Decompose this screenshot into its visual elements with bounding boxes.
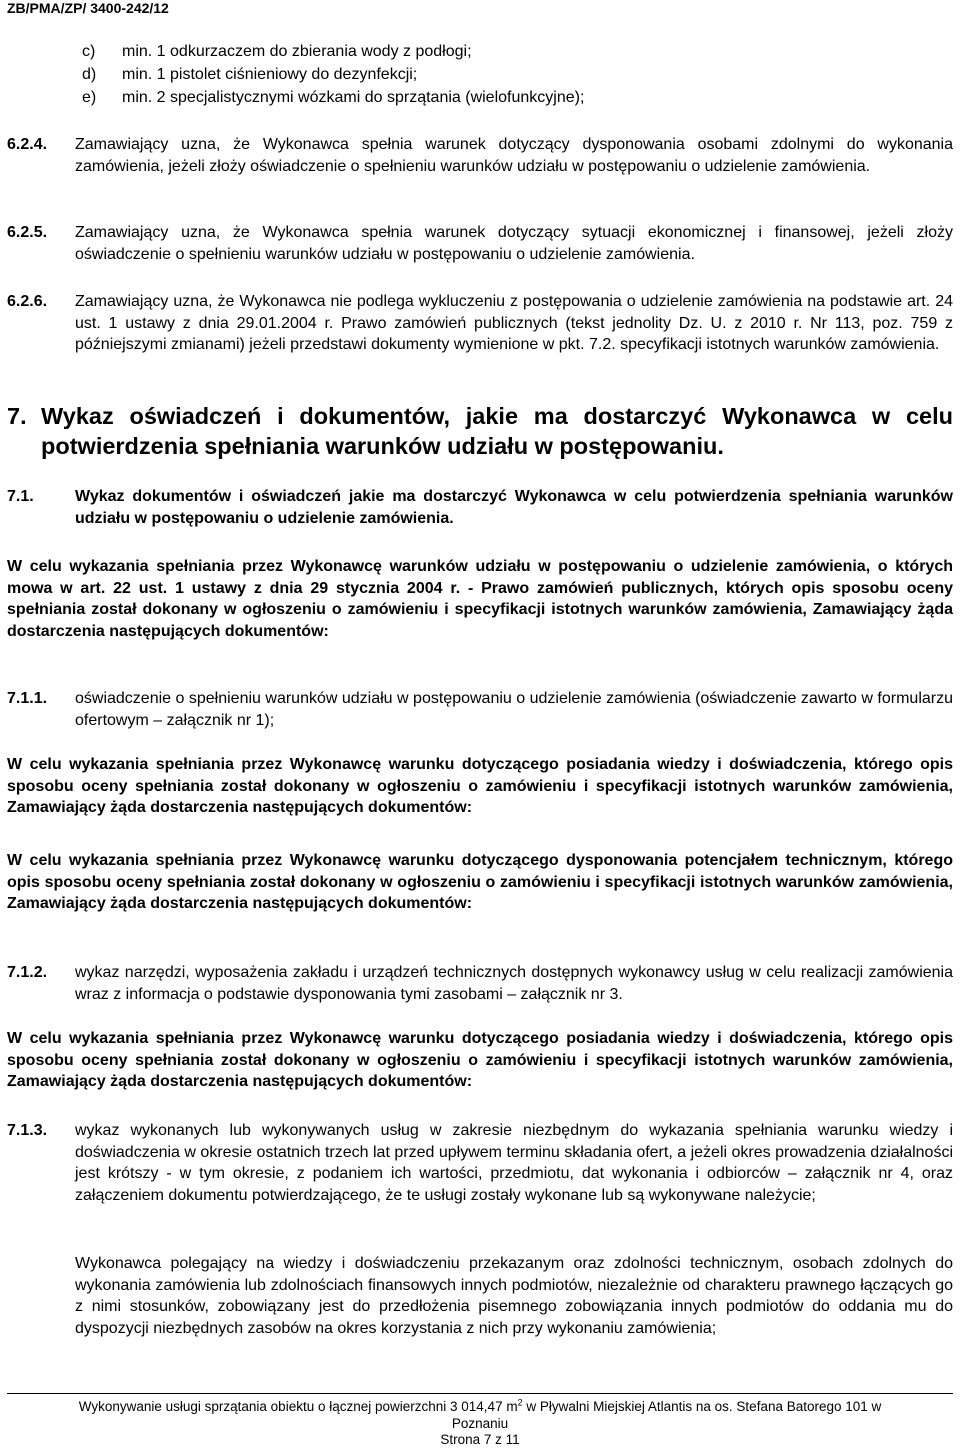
section-text: Zamawiający uzna, że Wykonawca spełnia warunek dotyczący dysponowania osobami zdolnymi do wykonania zamówienia, jeżeli złoży oświadczenie o spełnieniu warunków udziału w postępowaniu o udzielenie zamówienia.: [75, 136, 953, 175]
footer-city: Poznaniu: [451, 1415, 509, 1431]
section-text: Zamawiający uzna, że Wykonawca spełnia warunek dotyczący sytuacji ekonomicznej i finansowej, jeżeli złoży oświadczenie o spełnieniu warunków udziału w postępowaniu o udzielenie zamówienia.: [75, 224, 953, 263]
list-item-text: min. 1 odkurzaczem do zbierania wody z podłogi;: [122, 43, 472, 60]
requirement-paragraph: W celu wykazania spełniania przez Wykonawcę warunku dotyczącego dysponowania potencjałem technicznym, którego opis sposobu oceny spełniania został dokonany w ogłoszeniu o zamówieniu i specyfikacji istotnych warunków zamówienia, Zamawiający żąda dostarczenia następujących dokumentów:: [7, 852, 953, 912]
section-7-1-3: [7, 1120, 953, 1206]
footer-text: Wykonywanie usługi sprzątania obiektu o łącznej powierzchni 3 014,47 m: [78, 1399, 518, 1414]
section-number: 7.1.2.: [7, 964, 48, 981]
page-footer: [7, 1399, 953, 1449]
list-item: [82, 86, 584, 109]
section-number: 7.1.3.: [7, 1122, 48, 1139]
requirement-paragraph: W celu wykazania spełniania przez Wykonawcę warunku dotyczącego posiadania wiedzy i doświadczenia, którego opis sposobu oceny spełniania został dokonany w ogłoszeniu o zamówieniu i specyfikacji istotnych warunków zamówienia, Zamawiający żąda dostarczenia następujących dokumentów:: [7, 1030, 953, 1090]
list-marker: d): [82, 66, 97, 83]
section-number: 7.1.: [7, 488, 34, 505]
section-7-heading: [7, 401, 953, 461]
section-number: 6.2.4.: [7, 136, 48, 153]
section-text: oświadczenie o spełnieniu warunków udziału w postępowaniu o udzielenie zamówienia (oświadczenie zawarto w formularzu ofertowym – załącznik nr 1);: [75, 690, 953, 729]
requirement-paragraph: W celu wykazania spełniania przez Wykonawcę warunku dotyczącego posiadania wiedzy i doświadczenia, którego opis sposobu oceny spełniania został dokonany w ogłoszeniu o zamówieniu i specyfikacji istotnych warunków zamówienia, Zamawiający żąda dostarczenia następujących dokumentów:: [7, 756, 953, 816]
section-7-1-2: [7, 962, 953, 1005]
section-text: Wykaz dokumentów i oświadczeń jakie ma dostarczyć Wykonawca w celu potwierdzenia spełniania warunków udziału w postępowaniu o udzielenie zamówienia.: [75, 488, 953, 527]
footer-description: [7, 1399, 953, 1416]
section-7-1: [7, 486, 953, 529]
section-number: 6.2.6.: [7, 293, 48, 310]
list-marker: c): [82, 43, 96, 60]
page-number: Strona 7 z 11: [440, 1432, 520, 1447]
list-marker: e): [82, 89, 97, 106]
section-7-1-1: [7, 688, 953, 731]
footer-divider: [7, 1393, 953, 1394]
section-text: Zamawiający uzna, że Wykonawca nie podlega wykluczeniu z postępowania o udzielenie zamówienia na podstawie art. 24 ust. 1 ustawy z dnia 29.01.2004 r. Prawo zamówień publicznych (tekst jednolity Dz. U. z 2010 r. Nr 113, poz. 759 z późniejszymi zmianami) jeżeli przedstawi dokumenty wymienione w pkt. 7.2. specyfikacji istotnych warunków zamówienia.: [75, 293, 953, 353]
section-number: 7.1.1.: [7, 690, 48, 707]
section-number: 6.2.5.: [7, 224, 48, 241]
section-text: wykaz narzędzi, wyposażenia zakładu i urządzeń technicznych dostępnych wykonawcy usług w celu realizacji zamówienia wraz z informacja o podstawie dysponowania tymi zasobami – załącznik nr 3.: [75, 964, 953, 1003]
section-6-2-6: [7, 291, 953, 356]
list-item: [82, 40, 584, 63]
footer-superscript: 2: [517, 1397, 523, 1408]
heading-text: Wykaz oświadczeń i dokumentów, jakie ma dostarczyć Wykonawca w celu potwierdzenia spełniania warunków udziału w postępowaniu.: [41, 403, 953, 459]
supporting-paragraph: Wykonawca polegający na wiedzy i doświadczeniu przekazanym oraz zdolności technicznym, osobach zdolnych do wykonania zamówienia lub zdolnościach finansowych innych podmiotów, niezależnie od charakteru prawnego łączących go z nimi stosunków, zobowiązany jest do przedłożenia pisemnego zobowiązania innych podmiotów do oddania mu do dyspozycji niezbędnych zasobów na okres korzystania z nich przy wykonaniu zamówienia;: [75, 1255, 953, 1337]
requirement-paragraph: W celu wykazania spełniania przez Wykonawcę warunków udziału w postępowaniu o udzielenie zamówienia, o których mowa w art. 22 ust. 1 ustawy z dnia 29 stycznia 2004 r. - Prawo zamówień publicznych, których opis sposobu oceny spełniania został dokonany w ogłoszeniu o zamówieniu i specyfikacji istotnych warunków zamówienia, Zamawiający żąda dostarczenia następujących dokumentów:: [7, 558, 953, 640]
heading-number: 7.: [7, 403, 27, 429]
list-item: [82, 63, 584, 86]
document-reference: ZB/PMA/ZP/ 3400-242/12: [7, 0, 169, 16]
section-6-2-5: [7, 222, 953, 265]
section-6-2-4: [7, 134, 953, 177]
equipment-list: [82, 40, 584, 109]
list-item-text: min. 1 pistolet ciśnieniowy do dezynfekcji;: [122, 66, 418, 83]
list-item-text: min. 2 specjalistycznymi wózkami do sprzątania (wielofunkcyjne);: [122, 89, 585, 106]
section-text: wykaz wykonanych lub wykonywanych usług w zakresie niezbędnym do wykazania spełniania warunku wiedzy i doświadczenia w okresie ostatnich trzech lat przed upływem terminu składania ofert, a jeżeli okres prowadzenia działalności jest krótszy - w tym okresie, z podaniem ich wartości, przedmiotu, dat wykonania i odbiorców – załącznik nr 4, oraz załączeniem dokumentu potwierdzającego, że te usługi zostały wykonane lub są wykonywane należycie;: [75, 1122, 953, 1204]
footer-text: w Pływalni Miejskiej Atlantis na os. Stefana Batorego 101 w: [522, 1399, 882, 1414]
